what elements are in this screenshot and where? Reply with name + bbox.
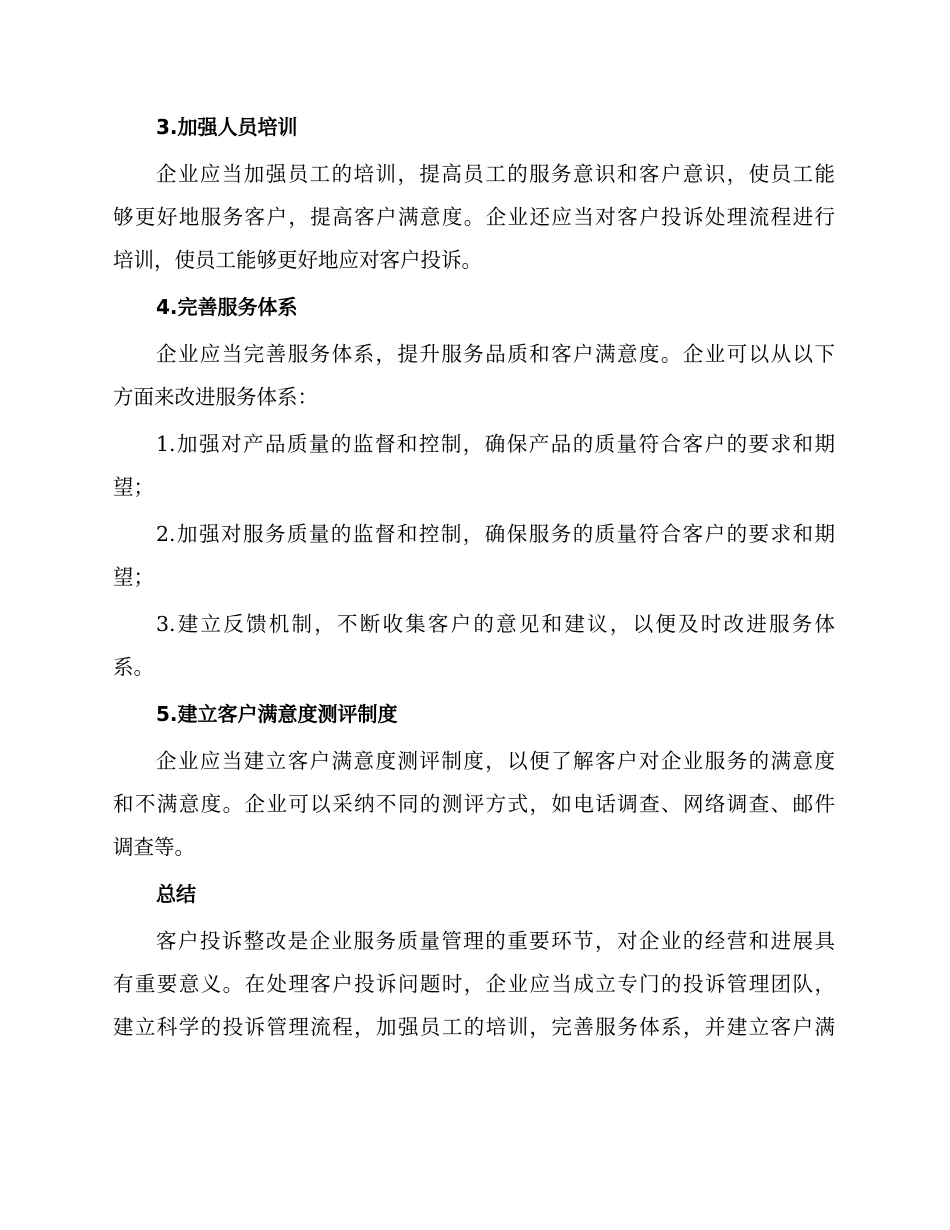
paragraph bbox=[113, 920, 835, 1049]
paragraph-line: 客户投诉整改是企业服务质量管理的重要环节，对企业的经营和进展具 bbox=[156, 929, 835, 953]
paragraph bbox=[113, 740, 835, 869]
paragraph-line: 够更好地服务客户，提高客户满意度。企业还应当对客户投诉处理流程进行 bbox=[113, 205, 835, 229]
section-heading-staff-training: 3.加强人员培训 bbox=[156, 115, 298, 139]
paragraph bbox=[113, 333, 835, 419]
paragraph-line: 企业应当加强员工的培训，提高员工的服务意识和客户意识，使员工能 bbox=[156, 162, 835, 186]
paragraph-line: 和不满意度。企业可以采纳不同的测评方式，如电话调查、网络调查、邮件 bbox=[113, 792, 835, 816]
paragraph-line: 2.加强对服务质量的监督和控制，确保服务的质量符合客户的要求和期 bbox=[156, 522, 835, 546]
section-heading-service-system: 4.完善服务体系 bbox=[156, 295, 298, 319]
section-heading-satisfaction-evaluation: 5.建立客户满意度测评制度 bbox=[156, 702, 398, 726]
document-page bbox=[113, 106, 835, 1053]
paragraph-line: 3.建立反馈机制，不断收集客户的意见和建议，以便及时改进服务体 bbox=[156, 612, 835, 636]
paragraph-line: 望； bbox=[113, 565, 154, 589]
paragraph-line: 望； bbox=[113, 475, 154, 499]
list-item bbox=[113, 603, 835, 689]
paragraph-line: 企业应当建立客户满意度测评制度，以便了解客户对企业服务的满意度 bbox=[156, 749, 835, 773]
paragraph-line: 建立科学的投诉管理流程，加强员工的培训，完善服务体系，并建立客户满 bbox=[113, 1015, 835, 1039]
paragraph-line: 企业应当完善服务体系，提升服务品质和客户满意度。企业可以从以下 bbox=[156, 342, 835, 366]
paragraph-line: 有重要意义。在处理客户投诉问题时，企业应当成立专门的投诉管理团队， bbox=[113, 972, 835, 996]
paragraph-line: 1.加强对产品质量的监督和控制，确保产品的质量符合客户的要求和期 bbox=[156, 432, 835, 456]
paragraph bbox=[113, 153, 835, 282]
list-item bbox=[113, 423, 835, 509]
paragraph-line: 系。 bbox=[113, 655, 154, 679]
section-heading-summary: 总结 bbox=[156, 882, 196, 906]
paragraph-line: 培训，使员工能够更好地应对客户投诉。 bbox=[113, 248, 482, 272]
paragraph-line: 方面来改进服务体系： bbox=[113, 385, 318, 409]
list-item bbox=[113, 513, 835, 599]
paragraph-line: 调查等。 bbox=[113, 835, 195, 859]
